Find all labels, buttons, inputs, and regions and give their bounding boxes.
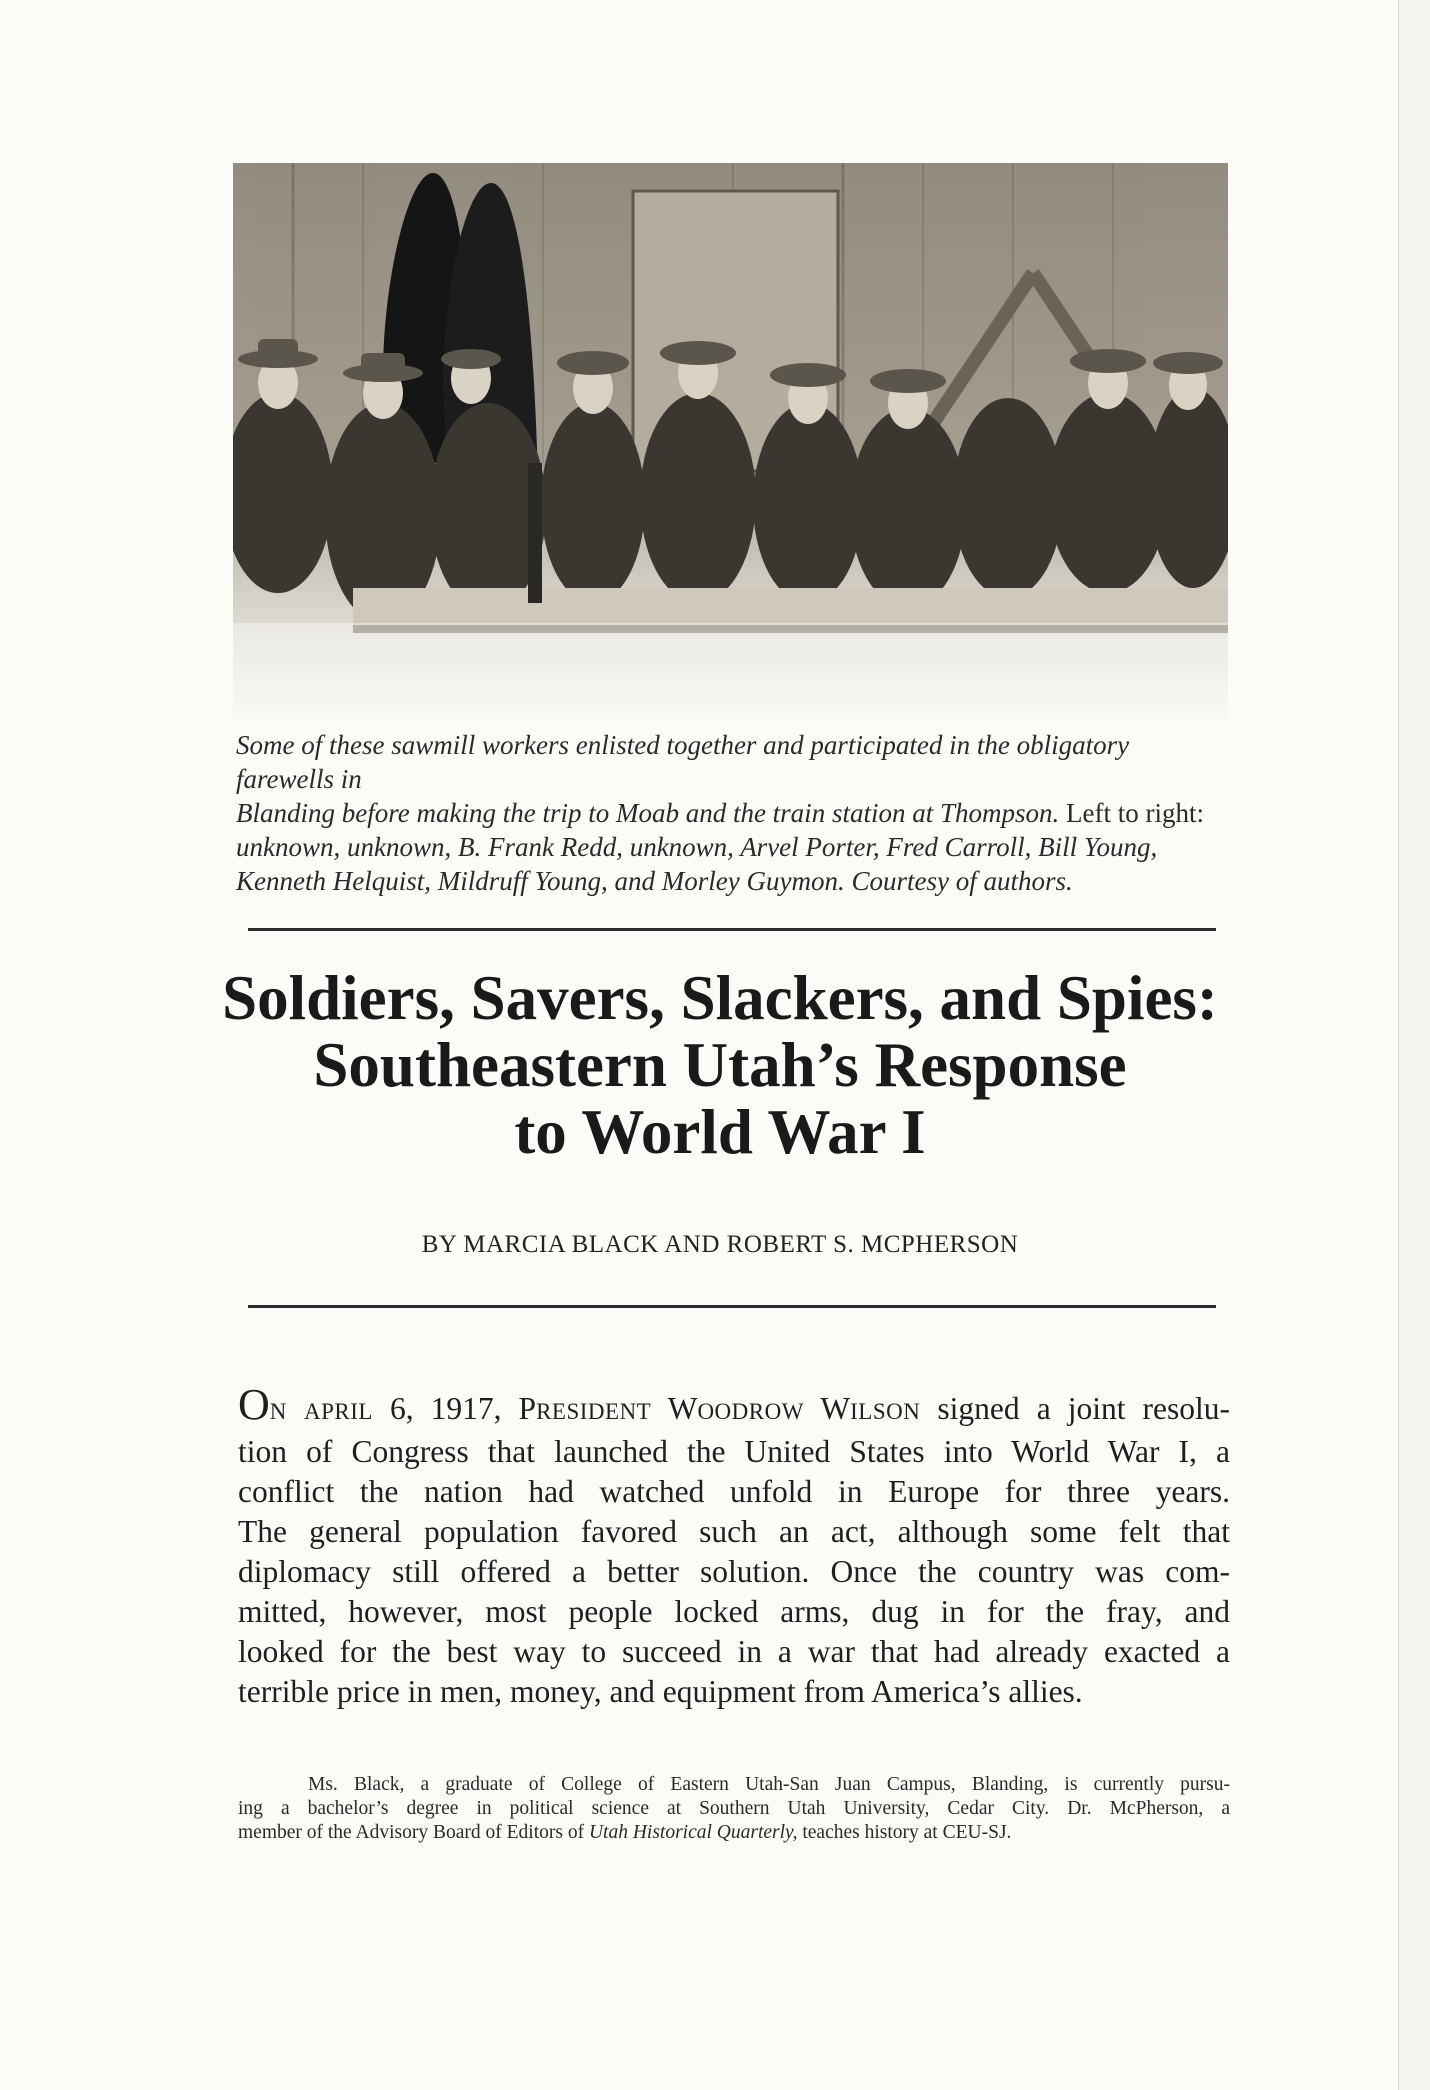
body-line: conflict the nation had watched unfold in Europe for three years. — [238, 1474, 1230, 1509]
body-line-opening: ON APRIL 6, 1917, PRESIDENT WOODROW WILSON signed a joint resolu- — [238, 1380, 1230, 1429]
byline: BY MARCIA BLACK AND ROBERT S. MCPHERSON — [421, 1231, 1019, 1258]
title-line: to World War I — [514, 1097, 926, 1167]
caption-line: Kenneth Helquist, Mildruff Young, and Morley Guymon. Courtesy of authors. — [236, 866, 1073, 896]
body-line: mitted, however, most people locked arms, dug in for the fray, and — [238, 1594, 1230, 1629]
footnote-line: member of the Advisory Board of Editors of Utah Historical Quarterly, teaches history at CEU-SJ. — [238, 1822, 1012, 1843]
body-line: terrible price in men, money, and equipment from America’s allies. — [238, 1674, 1083, 1709]
title-line: Southeastern Utah’s Response — [313, 1030, 1127, 1100]
author-footnote — [238, 1773, 1230, 1845]
title-line: Soldiers, Savers, Slackers, and Spies: — [222, 963, 1218, 1033]
caption-line: unknown, unknown, B. Frank Redd, unknown, Arvel Porter, Fred Carroll, Bill Young, — [236, 832, 1158, 862]
photo-caption — [236, 728, 1228, 898]
journal-title: Utah Historical Quarterly, — [588, 1822, 798, 1843]
body-line: The general population favored such an act, although some felt that — [238, 1514, 1230, 1549]
caption-line: Some of these sawmill workers enlisted together and participated in the obligatory farewells in — [236, 730, 1130, 794]
historical-photo — [233, 163, 1228, 721]
article-body — [238, 1380, 1230, 1712]
photograph-icon — [233, 163, 1228, 721]
body-line: looked for the best way to succeed in a war that had already exacted a — [238, 1634, 1230, 1669]
caption-line: Blanding before making the trip to Moab and the train station at Thompson. Left to right: — [236, 798, 1204, 828]
footnote-line: Ms. Black, a graduate of College of Eastern Utah-San Juan Campus, Blanding, is currently pursu- — [308, 1774, 1230, 1795]
body-line: diplomacy still offered a better solution. Once the country was com- — [238, 1554, 1230, 1589]
title-rule-top — [248, 928, 1216, 931]
body-line: tion of Congress that launched the United States into World War I, a — [238, 1434, 1230, 1469]
title-rule-bottom — [248, 1305, 1216, 1308]
article-title — [200, 965, 1240, 1166]
footnote-line: ing a bachelor’s degree in political science at Southern Utah University, Cedar City. Dr. McPherson, a — [238, 1798, 1230, 1819]
